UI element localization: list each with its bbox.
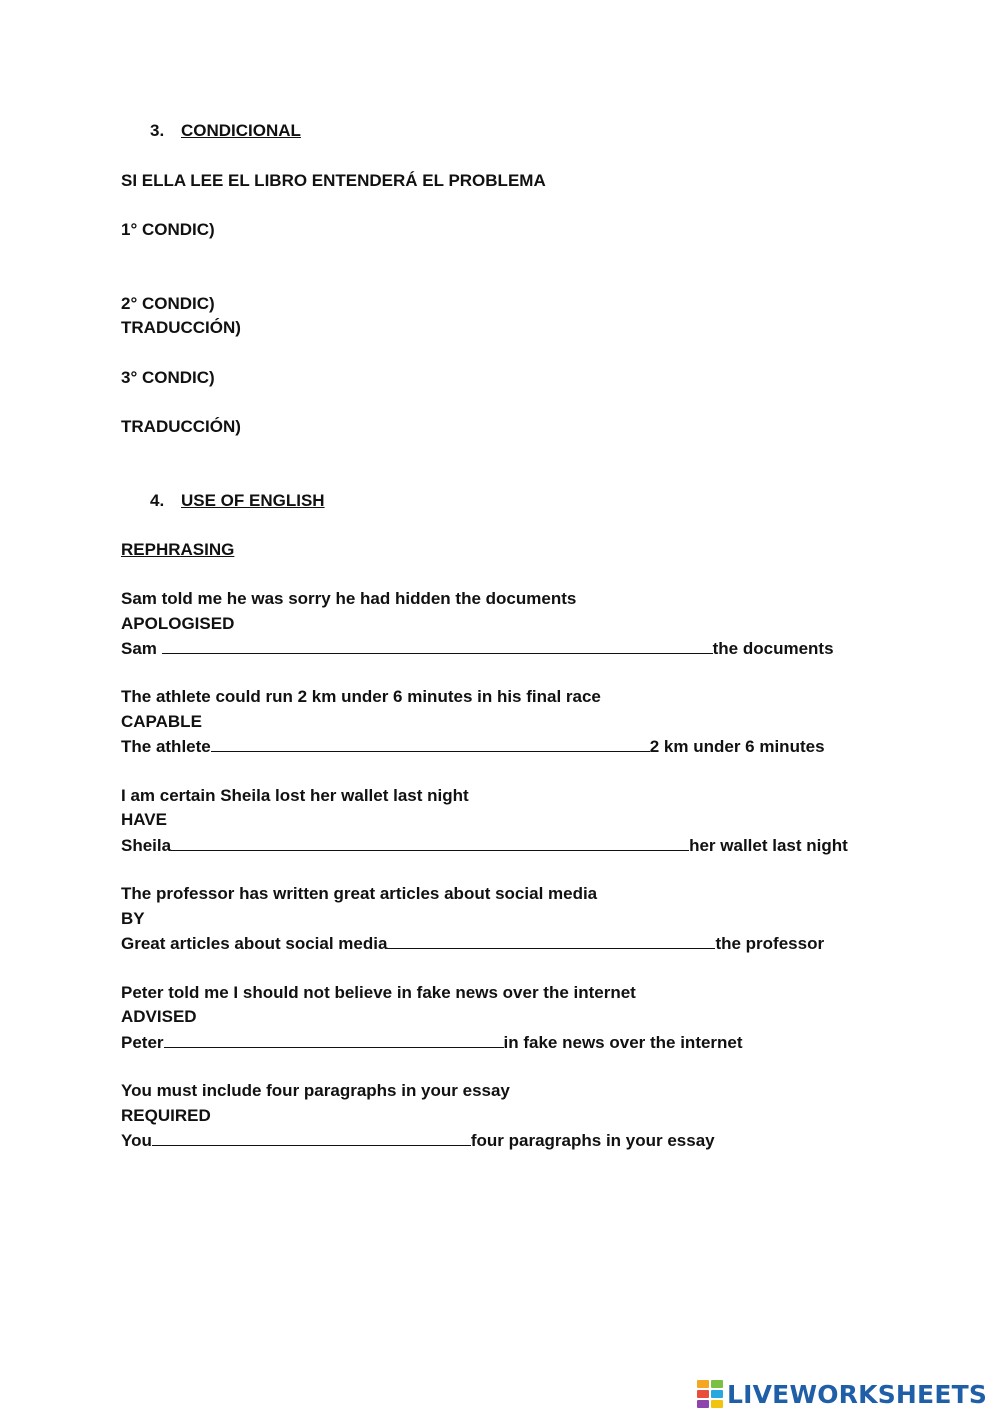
section-4-number: 4. [150,491,165,510]
item-6-keyword: REQUIRED [121,1106,211,1125]
item-2-answer-line [121,736,825,757]
item-2-answer-blank[interactable] [211,736,650,752]
item-1-keyword: APOLOGISED [121,614,235,633]
item-2-keyword: CAPABLE [121,712,202,731]
item-3-answer-line [121,835,848,856]
liveworksheets-logo-text: LIVEWORKSHEETS [727,1379,988,1409]
liveworksheets-logo-icon [697,1380,723,1408]
section-4-heading [150,491,325,511]
item-1-answer-blank[interactable] [162,638,713,654]
third-translation-label: TRADUCCIÓN) [121,417,241,436]
item-4-answer-line [121,933,824,954]
item-4-answer-blank[interactable] [387,933,715,949]
liveworksheets-logo [697,1378,987,1410]
conditional-sentence: SI ELLA LEE EL LIBRO ENTENDERÁ EL PROBLEMA [121,171,546,190]
item-1-end: the documents [712,639,834,658]
first-conditional-label: 1° CONDIC) [121,220,215,239]
second-translation-label: TRADUCCIÓN) [121,318,241,337]
section-3-heading [150,121,301,141]
item-3-answer-blank[interactable] [171,835,689,851]
item-6-start: You [121,1131,152,1150]
item-5-sentence: Peter told me I should not believe in fake news over the internet [121,983,636,1002]
section-4-title: USE OF ENGLISH [181,491,325,510]
item-4-start: Great articles about social media [121,934,388,953]
item-2-end: 2 km under 6 minutes [649,737,825,756]
item-4-keyword: BY [121,909,145,928]
item-1-sentence: Sam told me he was sorry he had hidden the documents [121,589,577,608]
item-6-sentence: You must include four paragraphs in your essay [121,1081,510,1100]
item-1-start: Sam [121,639,162,658]
item-2-sentence: The athlete could run 2 km under 6 minutes in his final race [121,687,601,706]
item-5-answer-blank[interactable] [164,1032,504,1048]
section-3-number: 3. [150,121,165,140]
item-1-answer-line [121,638,834,659]
item-5-answer-line [121,1032,743,1053]
item-4-end: the professor [715,934,825,953]
item-6-end: four paragraphs in your essay [470,1131,715,1150]
item-4-sentence: The professor has written great articles about social media [121,884,598,903]
item-3-start: Sheila [121,836,172,855]
section-3-title: CONDICIONAL [181,121,301,140]
item-6-answer-blank[interactable] [152,1130,471,1146]
rephrasing-subtitle: REPHRASING [121,540,235,559]
item-2-start: The athlete [121,737,211,756]
second-conditional-label: 2° CONDIC) [121,294,215,313]
third-conditional-label: 3° CONDIC) [121,368,215,387]
item-6-answer-line [121,1130,715,1151]
item-3-keyword: HAVE [121,810,167,829]
item-5-keyword: ADVISED [121,1007,197,1026]
item-5-end: in fake news over the internet [503,1033,743,1052]
item-3-sentence: I am certain Sheila lost her wallet last night [121,786,469,805]
item-5-start: Peter [121,1033,164,1052]
item-3-end: her wallet last night [689,836,848,855]
